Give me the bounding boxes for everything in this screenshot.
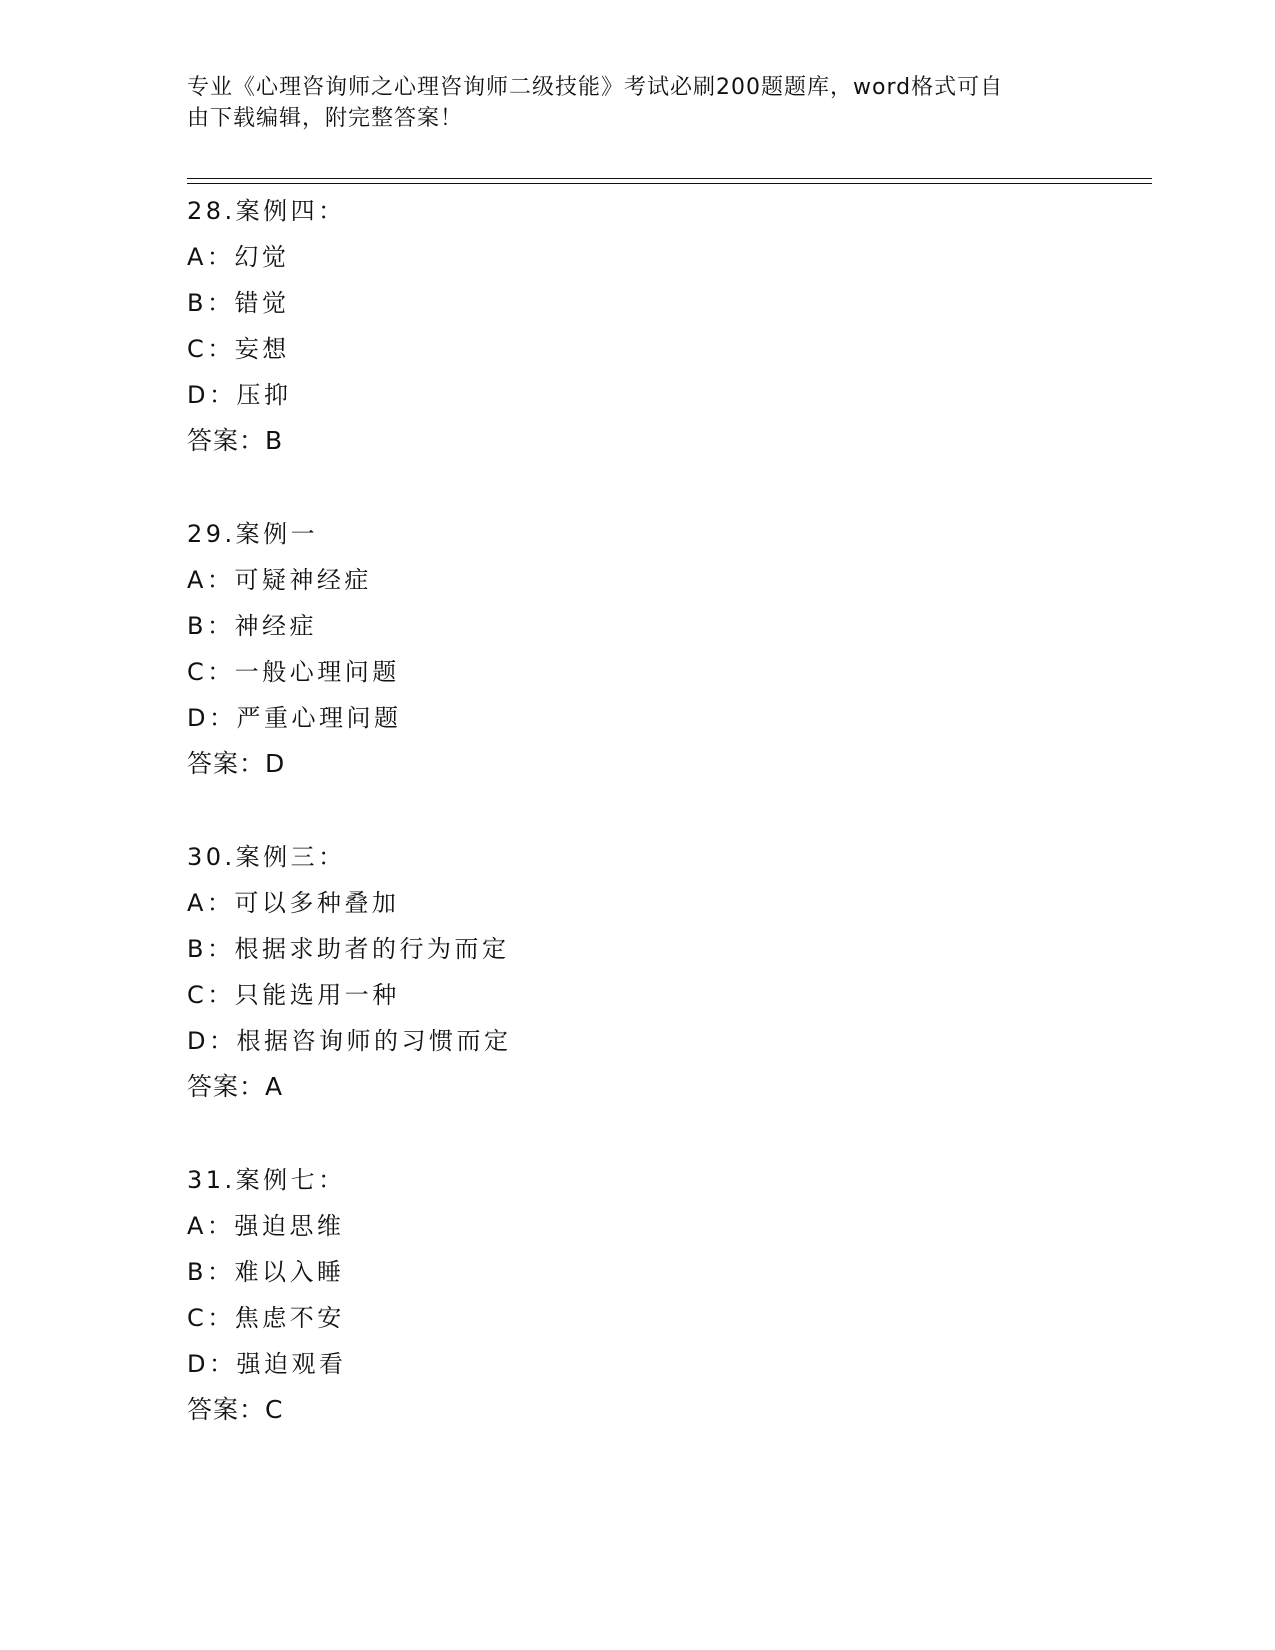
- question-28: [187, 188, 1147, 464]
- question-list: [187, 188, 1147, 1480]
- option-a: A：强迫思维: [187, 1212, 345, 1240]
- option-d: D：根据咨询师的习惯而定: [187, 1027, 512, 1055]
- question-stem: 29.案例一: [187, 520, 319, 548]
- question-31: [187, 1157, 1147, 1433]
- option-d: D：压抑: [187, 381, 292, 409]
- question-stem: 30.案例三：: [187, 843, 346, 871]
- option-c: C：一般心理问题: [187, 658, 400, 686]
- option-a: A：可以多种叠加: [187, 889, 400, 917]
- question-stem: 28.案例四：: [187, 197, 346, 225]
- question-stem: 31.案例七：: [187, 1166, 346, 1194]
- answer-line: 答案：A: [187, 1072, 284, 1101]
- header-rule-bottom: [187, 183, 1152, 184]
- document-header: [187, 72, 1067, 134]
- answer-line: 答案：D: [187, 749, 286, 778]
- option-b: B：错觉: [187, 289, 290, 317]
- option-b: B：神经症: [187, 612, 317, 640]
- header-line-1: 专业《心理咨询师之心理咨询师二级技能》考试必刷200题题库，word格式可自: [187, 75, 1004, 100]
- answer-line: 答案：B: [187, 426, 284, 455]
- question-30: [187, 834, 1147, 1110]
- option-d: D：严重心理问题: [187, 704, 402, 732]
- option-d: D：强迫观看: [187, 1350, 347, 1378]
- question-29: [187, 511, 1147, 787]
- option-c: C：只能选用一种: [187, 981, 400, 1009]
- header-line-2: 由下载编辑，附完整答案！: [187, 106, 464, 131]
- header-rule-top: [187, 178, 1152, 179]
- option-a: A：幻觉: [187, 243, 290, 271]
- option-b: B：根据求助者的行为而定: [187, 935, 510, 963]
- option-c: C：焦虑不安: [187, 1304, 345, 1332]
- option-b: B：难以入睡: [187, 1258, 345, 1286]
- option-c: C：妄想: [187, 335, 290, 363]
- answer-line: 答案：C: [187, 1395, 284, 1424]
- option-a: A：可疑神经症: [187, 566, 372, 594]
